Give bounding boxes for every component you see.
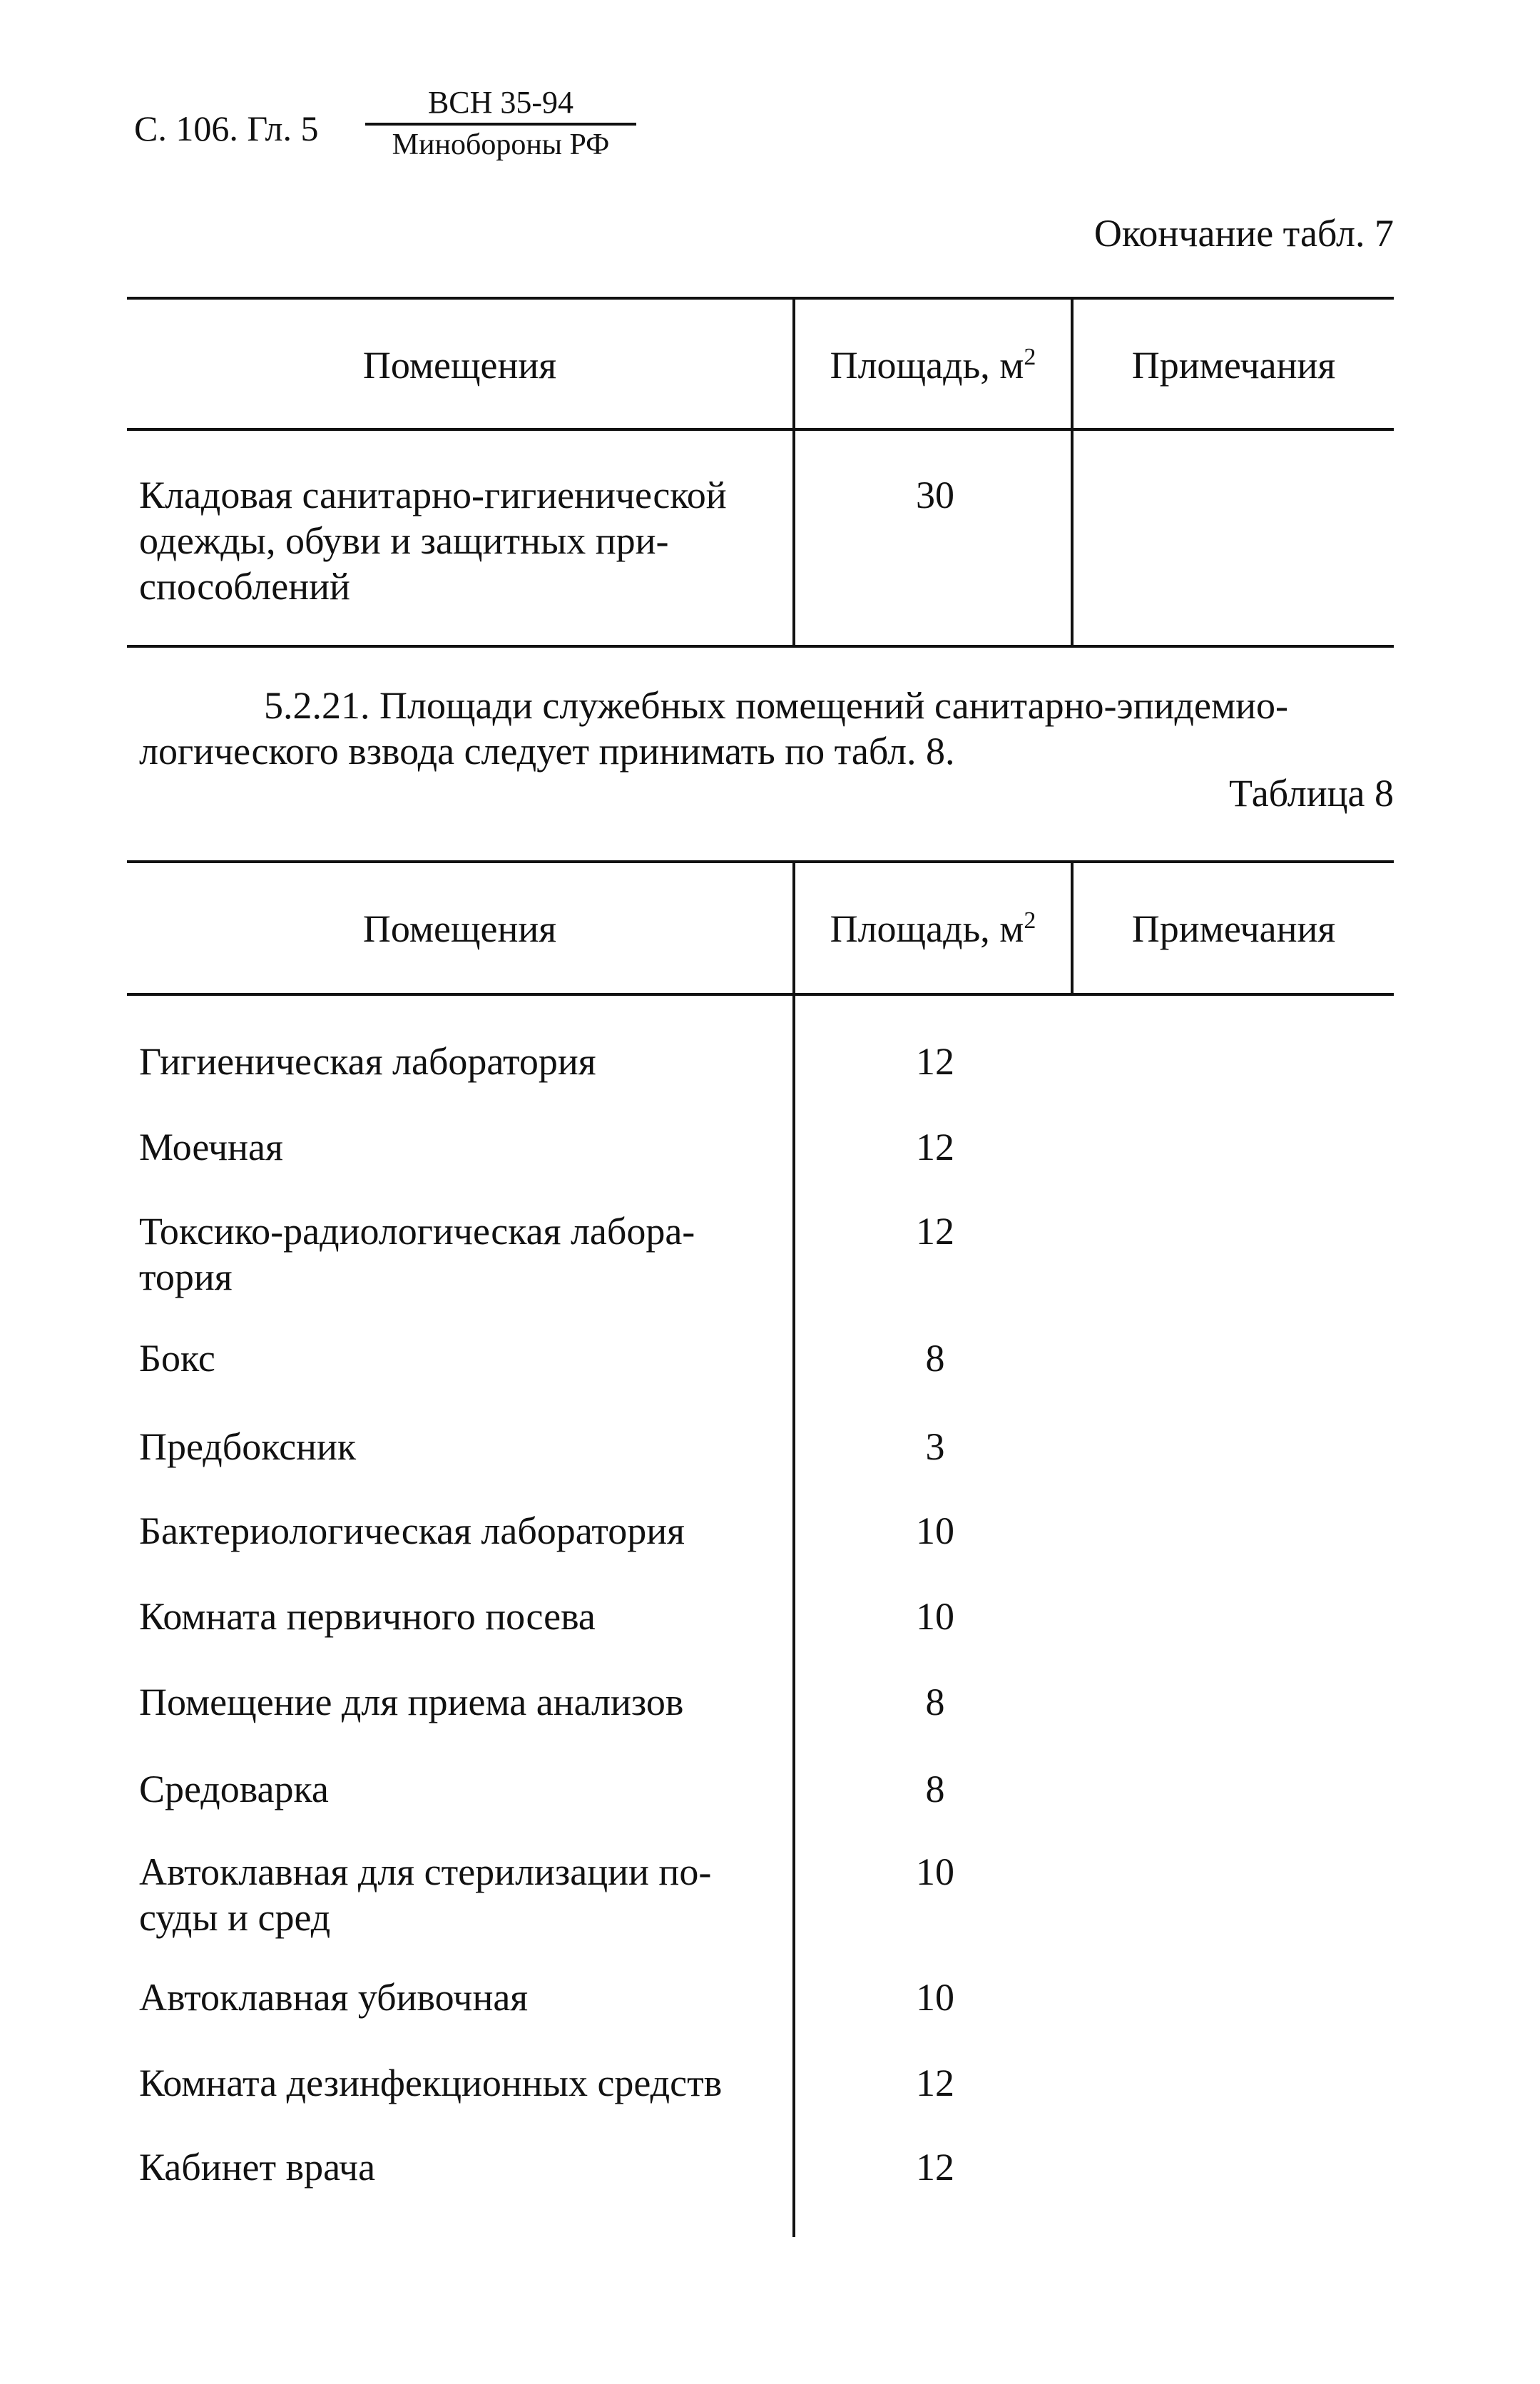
room-name [139,2060,795,2106]
header-area [795,342,1071,388]
room-name [139,1039,795,1084]
header-rooms-label: Помещения [362,907,557,950]
room-area: 8 [925,1768,945,1810]
header-rooms [127,342,792,388]
room-name [139,1849,795,1940]
room-name [139,1335,795,1381]
room-name-line: Бокс [139,1337,215,1380]
header-area [795,906,1071,952]
room-area: 10 [916,1976,954,2019]
table-8-caption: Таблица 8 [1229,772,1394,815]
header-rooms-label: Помещения [362,344,557,387]
room-name-line: Кладовая санитарно-гигиенической [139,474,727,516]
room-name-line: Бактериологическая лаборатория [139,1509,685,1552]
section-paragraph [139,683,1394,774]
ministry-name: Минобороны РФ [392,128,610,161]
room-name [139,2144,795,2190]
header-area-superscript: 2 [1024,344,1036,370]
room-area: 10 [916,1509,954,1552]
paragraph-line: логического взвода следует принимать по табл. 8. [139,730,955,773]
room-name-line: Комната дезинфекционных средств [139,2062,723,2104]
room-name-line: Моечная [139,1126,283,1168]
room-name-line: Предбоксник [139,1425,357,1468]
table-header-rule [127,428,1394,431]
room-area: 12 [916,2062,954,2104]
room-area: 12 [916,1126,954,1168]
table-top-rule [127,297,1394,300]
room-name [139,1208,795,1300]
room-name-line: Помещение для приема анализов [139,1681,684,1723]
header-notes-label: Примечания [1131,344,1336,387]
header-area-superscript: 2 [1024,907,1036,934]
room-name-line: Гигиеническая лаборатория [139,1040,596,1083]
room-name-line: тория [139,1255,233,1298]
room-area: 12 [916,1040,954,1083]
page-reference: С. 106. Гл. 5 [134,108,319,148]
room-name-line: Кабинет врача [139,2146,376,2189]
room-name-line: Токсико-радиологическая лабора- [139,1210,695,1253]
room-name [139,1424,795,1469]
paragraph-line: 5.2.21. Площади служебных помещений санитарно-эпидемио- [264,684,1289,727]
header-notes-label: Примечания [1131,907,1336,950]
room-name [139,1766,795,1812]
room-name [139,1508,795,1554]
room-area: 8 [925,1681,945,1723]
room-name [139,1594,795,1639]
room-name-line: способлений [139,565,350,608]
table-bottom-rule [127,645,1394,648]
room-name-line: Комната первичного посева [139,1595,596,1638]
table-8 [127,860,1394,2237]
header-notes [1074,342,1394,388]
room-name [139,1124,795,1170]
room-area: 10 [916,1850,954,1893]
room-area: 12 [916,2146,954,2189]
room-name-line: Средоварка [139,1768,329,1810]
table-7 [127,297,1394,648]
header-rooms [127,906,792,952]
room-name-line: одежды, обуви и защитных при- [139,519,669,562]
room-area: 12 [916,1210,954,1253]
room-area: 30 [916,474,954,516]
document-code-block [365,84,636,164]
room-name [139,1975,795,2020]
room-area: 8 [925,1337,945,1380]
room-name [139,1679,795,1725]
header-area-label: Площадь, м [830,344,1024,387]
room-name-line: Автоклавная убивочная [139,1976,529,2019]
document-code: ВСН 35-94 [365,84,636,126]
header-notes [1074,906,1394,952]
table-7-continuation-label: Окончание табл. 7 [1093,212,1394,255]
room-area: 3 [925,1425,945,1468]
table-header-rule [127,993,1394,996]
header-area-label: Площадь, м [830,907,1024,950]
room-name [139,472,795,609]
room-name-line: Автоклавная для стерилизации по- [139,1850,712,1893]
table-top-rule [127,860,1394,863]
room-area: 10 [916,1595,954,1638]
room-name-line: суды и сред [139,1896,331,1939]
